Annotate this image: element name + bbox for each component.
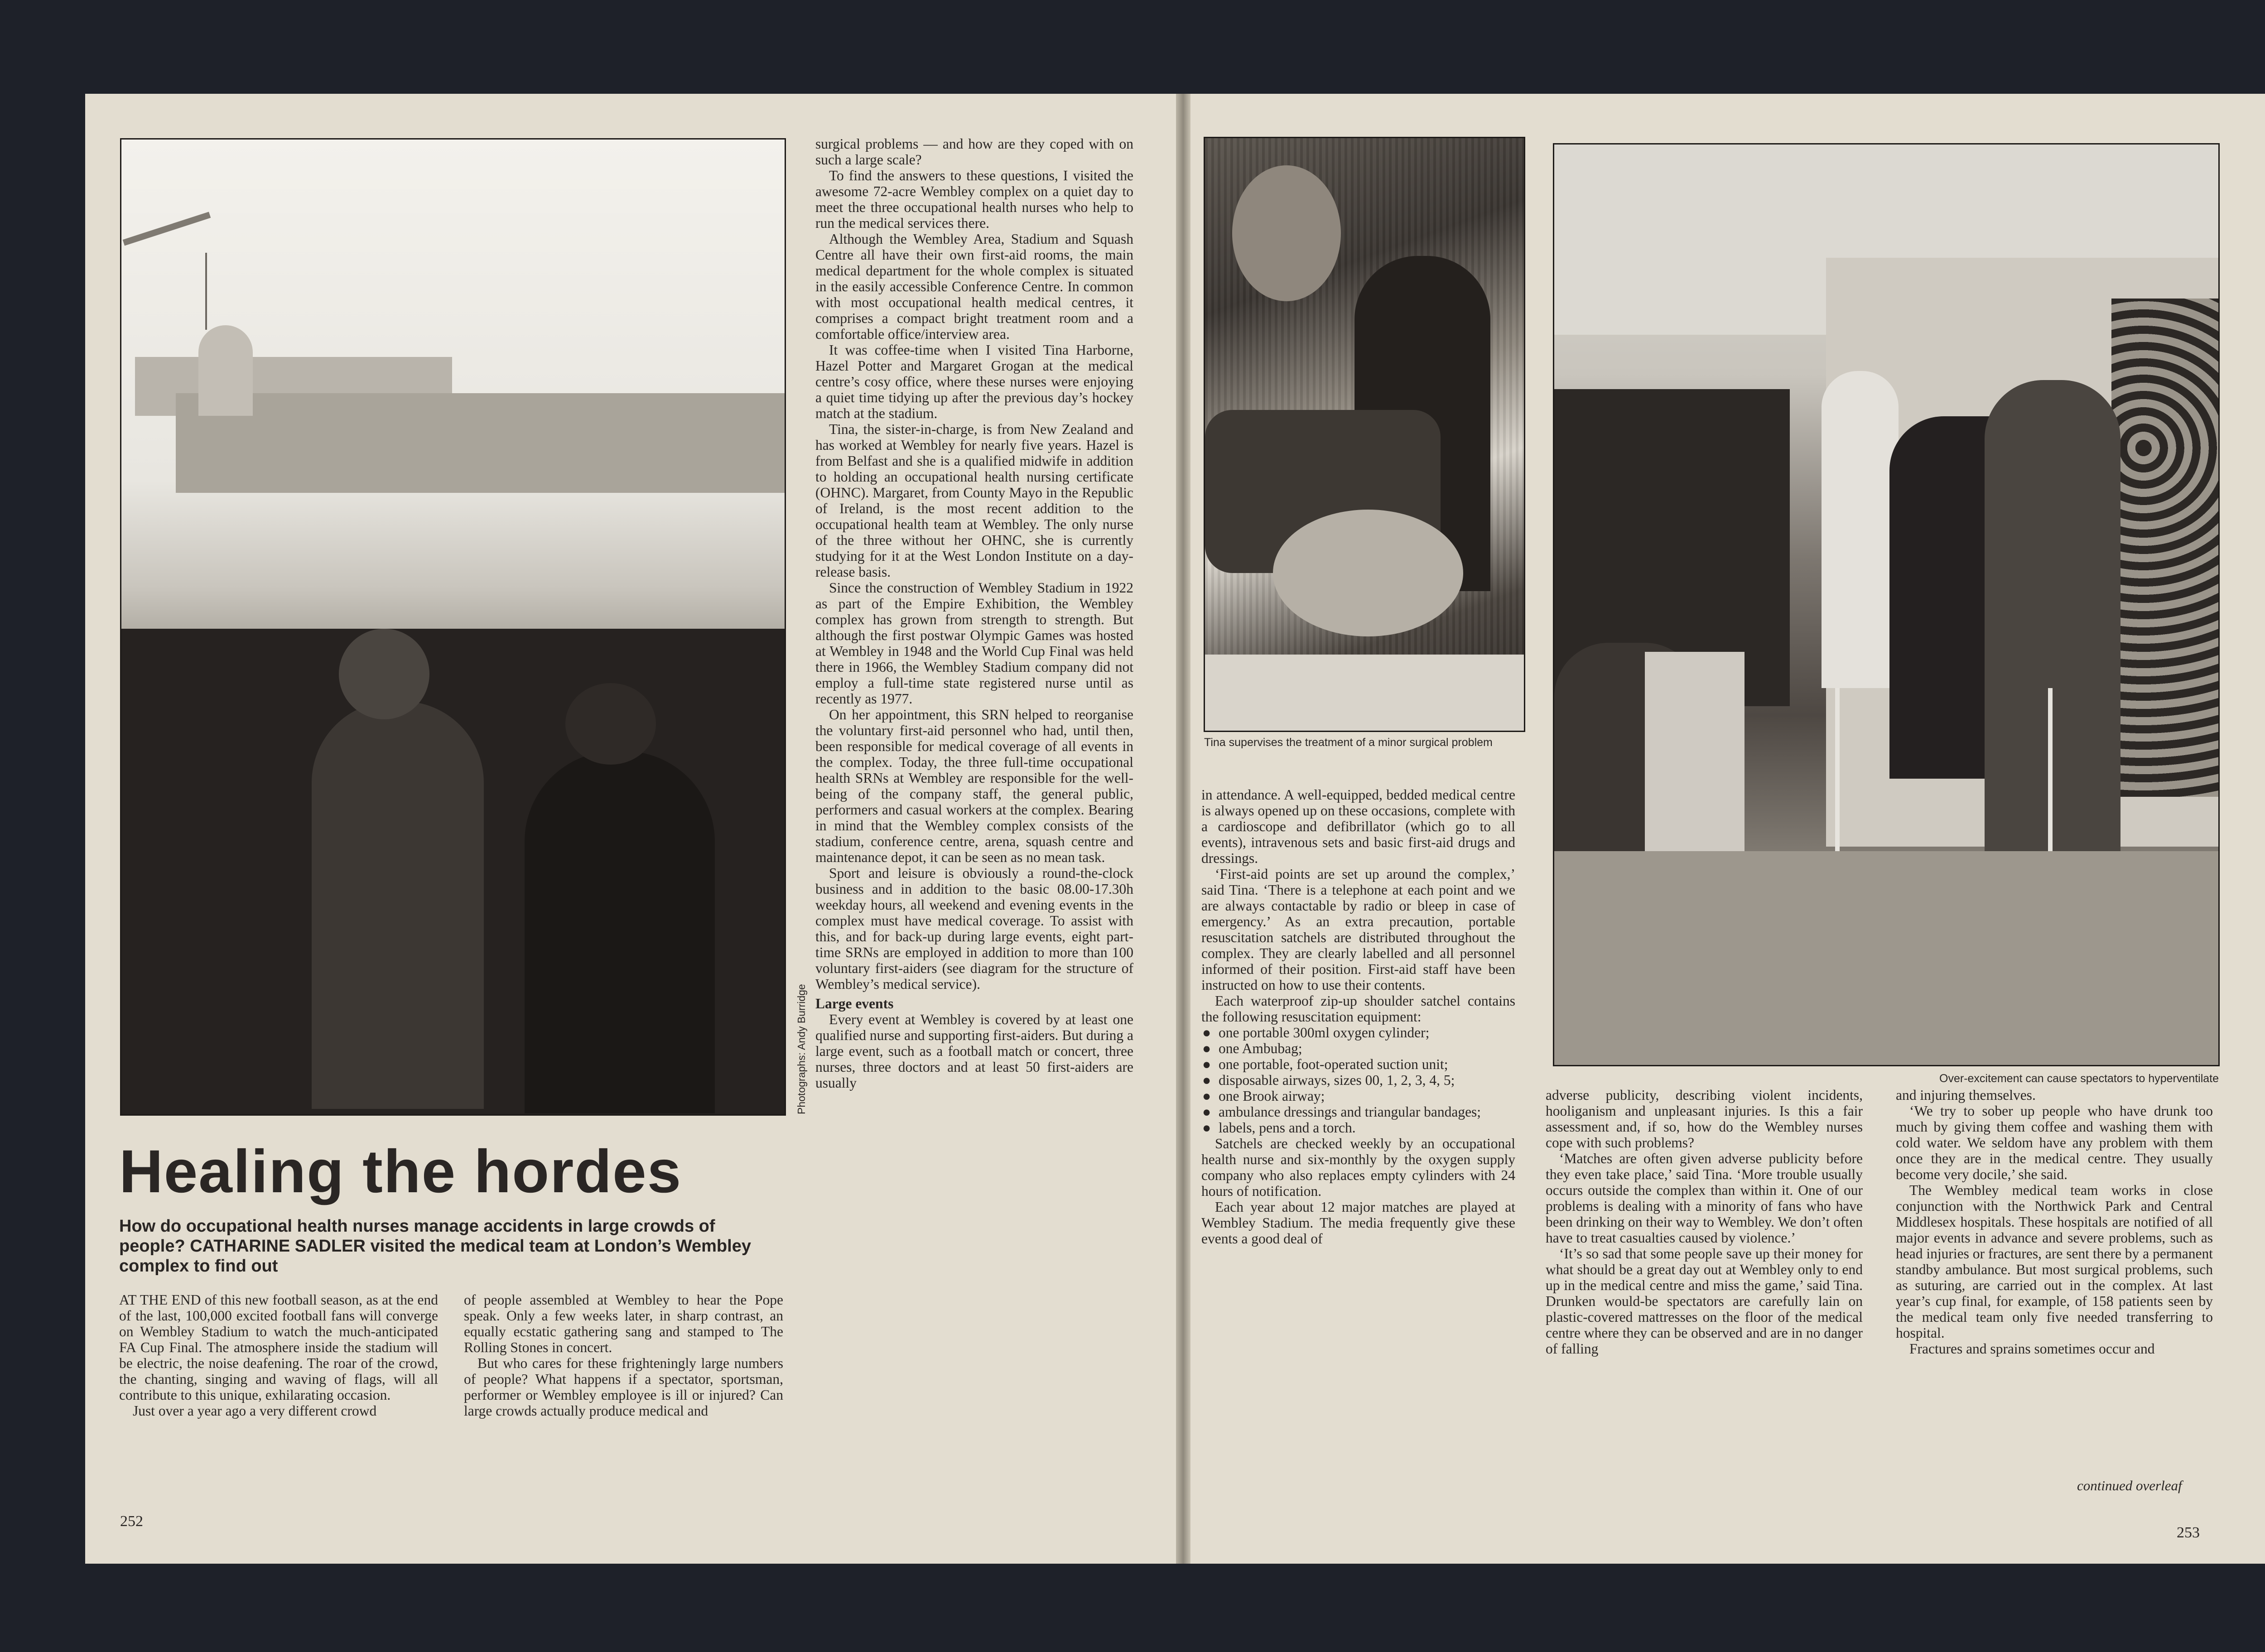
bullet-icon: ● xyxy=(1202,1025,1211,1040)
paragraph: On her appointment, this SRN helped to reorganise the voluntary first-aid personnel who had, until then, been responsible for medical coverage of all events in the complex. Today, the three full-time occupational health SRNs at Wembley are responsible for the well-being of the company staff, the general public, performers and casual workers at the complex. Bearing in mind that the Wembley complex consists of the stadium, conference centre, arena, squash centre and maintenance depot, it can be seen as no mean task. xyxy=(815,707,1133,865)
paragraph: ‘Matches are often given adverse publicity before they even take place,’ said Tina. ‘More trouble usually occurs outside the complex than within it. One of our problems is dealing with a minority of fans who have been drinking on their way to Wembley. We don’t often have to treat casualties caused by violence.’ xyxy=(1546,1151,1863,1246)
bullet-icon: ● xyxy=(1202,1056,1211,1072)
paragraph: ‘It’s so sad that some people save up their money for what should be a great day out at Wembley only to end up in the medical centre and miss the game,’ said Tina. Drunken would-be spectators are carefully lain on plastic-covered mattresses on the floor of the medical centre where they can be observed and are in no danger of falling xyxy=(1546,1246,1863,1357)
paragraph: Each waterproof zip-up shoulder satchel contains the following resuscitation equipment: xyxy=(1201,993,1515,1025)
paragraph: It was coffee-time when I visited Tina Harborne, Hazel Potter and Margaret Grogan at the medical centre’s cosy office, where these nurses were enjoying a quiet time tidying up after the previous day’s hockey match at the stadium. xyxy=(815,342,1133,421)
paragraph: AT THE END of this new football season, as at the end of the last, 100,000 excited football fans will converge on Wembley Stadium to watch the much-anticipated FA Cup Final. The atmosphere inside the stadium will be electric, the noise deafening. The roar of the crowd, the chanting, singing and waving of flags, will all contribute to this unique, exhilarating occasion. xyxy=(119,1292,438,1403)
column-6 xyxy=(1896,1087,2213,1357)
column-2 xyxy=(464,1292,783,1419)
column-4 xyxy=(1201,787,1515,1247)
page-number-left: 252 xyxy=(120,1513,143,1530)
paragraph: Tina, the sister-in-charge, is from New Zealand and has worked at Wembley for nearly five years. Hazel is from Belfast and she is a qualified midwife in addition to holding an occupational health nursing certificate (OHNC). Margaret, from County Mayo in the Republic of Ireland, is the most recent addition to the occupational health team at Wembley. The only nurse of the three without her OHNC, she is currently studying for it at the West London Institute on a day-release basis. xyxy=(815,421,1133,580)
paragraph: Every event at Wembley is covered by at least one qualified nurse and supporting first-aiders. But during a large event, such as a football match or concert, three nurses, three doctors and at least 50 first-aiders are usually xyxy=(815,1011,1133,1091)
paragraph: But who cares for these frighteningly large numbers of people? What happens if a spectator, sportsman, performer or Wembley employee is ill or injured? Can large crowds actually produce medical and xyxy=(464,1355,783,1419)
list-item: ● one portable 300ml oxygen cylinder; xyxy=(1202,1025,1430,1040)
paragraph: Each year about 12 major matches are played at Wembley Stadium. The media frequently give these events a good deal of xyxy=(1201,1199,1515,1247)
subhead: Large events xyxy=(815,996,894,1011)
photo-credit: Photographs: Andy Burridge xyxy=(795,984,807,1114)
treatment-caption: Tina supervises the treatment of a minor surgical problem xyxy=(1204,736,1493,749)
list-item: ● ambulance dressings and triangular bandages; xyxy=(1202,1104,1481,1120)
bullet-icon: ● xyxy=(1202,1104,1211,1120)
list-item: ● labels, pens and a torch. xyxy=(1202,1120,1356,1136)
paragraph: ‘First-aid points are set up around the complex,’ said Tina. ‘There is a telephone at each point and we are always contactable by radio or bleep in case of emergency.’ As an extra precaution, portable resuscitation satchels are distributed throughout the complex. They are clearly labelled and all personnel informed of their position. First-aid staff have been instructed on how to use their contents. xyxy=(1201,866,1515,993)
page-number-right: 253 xyxy=(2177,1524,2200,1541)
paragraph: Satchels are checked weekly by an occupational health nurse and six-monthly by the oxygen supply company who also replaces empty cylinders with 24 hours of notification. xyxy=(1201,1136,1515,1199)
treatment-photo xyxy=(1204,137,1525,732)
paragraph: of people assembled at Wembley to hear the Pope speak. Only a few weeks later, in sharp contrast, an equally ecstatic gathering sang and stamped to The Rolling Stones in concert. xyxy=(464,1292,783,1355)
list-item: ● one portable, foot-operated suction unit; xyxy=(1202,1056,1448,1072)
paragraph: The Wembley medical team works in close conjunction with the Northwick Park and Central Middlesex hospitals. These hospitals are notified of all major events in advance and severe problems, such as head injuries or fractures, are sent there by a permanent standby ambulance. But most surgical problems, such as suturing, are carried out in the complex. At last year’s cup final, for example, of 158 patients seen by the medical team only five needed transferring to hospital. xyxy=(1896,1182,2213,1341)
stretcher-photo xyxy=(1553,143,2220,1066)
list-item: ● one Ambubag; xyxy=(1202,1040,1302,1056)
bullet-icon: ● xyxy=(1202,1088,1211,1104)
paragraph: surgical problems — and how are they coped with on such a large scale? xyxy=(815,136,1133,168)
spine-gutter xyxy=(1176,94,1190,1564)
standfirst: How do occupational health nurses manage accidents in large crowds of people? CATHARINE SADLER visited the medical team at London’s Wembley complex to find out xyxy=(119,1217,751,1276)
list-item: ● disposable airways, sizes 00, 1, 2, 3, 4, 5; xyxy=(1202,1072,1455,1088)
paragraph: and injuring themselves. xyxy=(1896,1087,2036,1103)
paragraph: Fractures and sprains sometimes occur and xyxy=(1909,1341,2155,1357)
list-item: ● one Brook airway; xyxy=(1202,1088,1325,1104)
paragraph: in attendance. A well-equipped, bedded medical centre is always opened up on these occasions, complete with a cardioscope and defibrillator (which go to all events), intravenous sets and basic first-aid drugs and dressings. xyxy=(1201,787,1515,866)
paragraph: ‘We try to sober up people who have drunk too much by giving them coffee and washing them with cold water. We seldom have any problem with them once they are in the medical centre. They usually become very docile,’ she said. xyxy=(1896,1103,2213,1182)
column-5 xyxy=(1546,1087,1863,1357)
bullet-icon: ● xyxy=(1202,1040,1211,1056)
bullet-icon: ● xyxy=(1202,1072,1211,1088)
continued-overleaf: continued overleaf xyxy=(2077,1478,2182,1493)
stretcher-caption: Over-excitement can cause spectators to hyperventilate xyxy=(1939,1072,2219,1085)
column-3 xyxy=(815,136,1133,1091)
equipment-list xyxy=(1201,1025,1515,1136)
paragraph: Just over a year ago a very different crowd xyxy=(133,1403,377,1419)
paragraph: Although the Wembley Area, Stadium and Squash Centre all have their own first-aid rooms, the main medical department for the whole complex is situated in the easily accessible Conference Centre. In common with most occupational health medical centres, it comprises a compact bright treatment room and a comfortable office/interview area. xyxy=(815,231,1133,342)
column-1 xyxy=(119,1292,438,1419)
wembley-crowd-photo xyxy=(120,138,786,1116)
paragraph: Since the construction of Wembley Stadium in 1922 as part of the Empire Exhibition, the Wembley complex has grown from strength to strength. But although the first postwar Olympic Games was hosted at Wembley in 1948 and the World Cup Final was held there in 1966, the Wembley Stadium company did not employ a full-time state registered nurse until as recently as 1977. xyxy=(815,580,1133,707)
paragraph: adverse publicity, describing violent incidents, hooliganism and unpleasant injuries. Is this a fair assessment and, if so, how do the Wembley nurses cope with such problems? xyxy=(1546,1087,1863,1151)
paragraph: To find the answers to these questions, I visited the awesome 72-acre Wembley complex on a quiet day to meet the three occupational health nurses who help to run the medical services there. xyxy=(815,168,1133,231)
bullet-icon: ● xyxy=(1202,1120,1211,1136)
paragraph: Sport and leisure is obviously a round-the-clock business and in addition to the basic 08.00-17.30h weekday hours, all weekend and evening events in the complex must have medical coverage. To assist with this, and for back-up during large events, eight part-time SRNs are employed in addition to more than 100 voluntary first-aiders (see diagram for the structure of Wembley’s medical service). xyxy=(815,865,1133,992)
headline: Healing the hordes xyxy=(119,1138,682,1205)
